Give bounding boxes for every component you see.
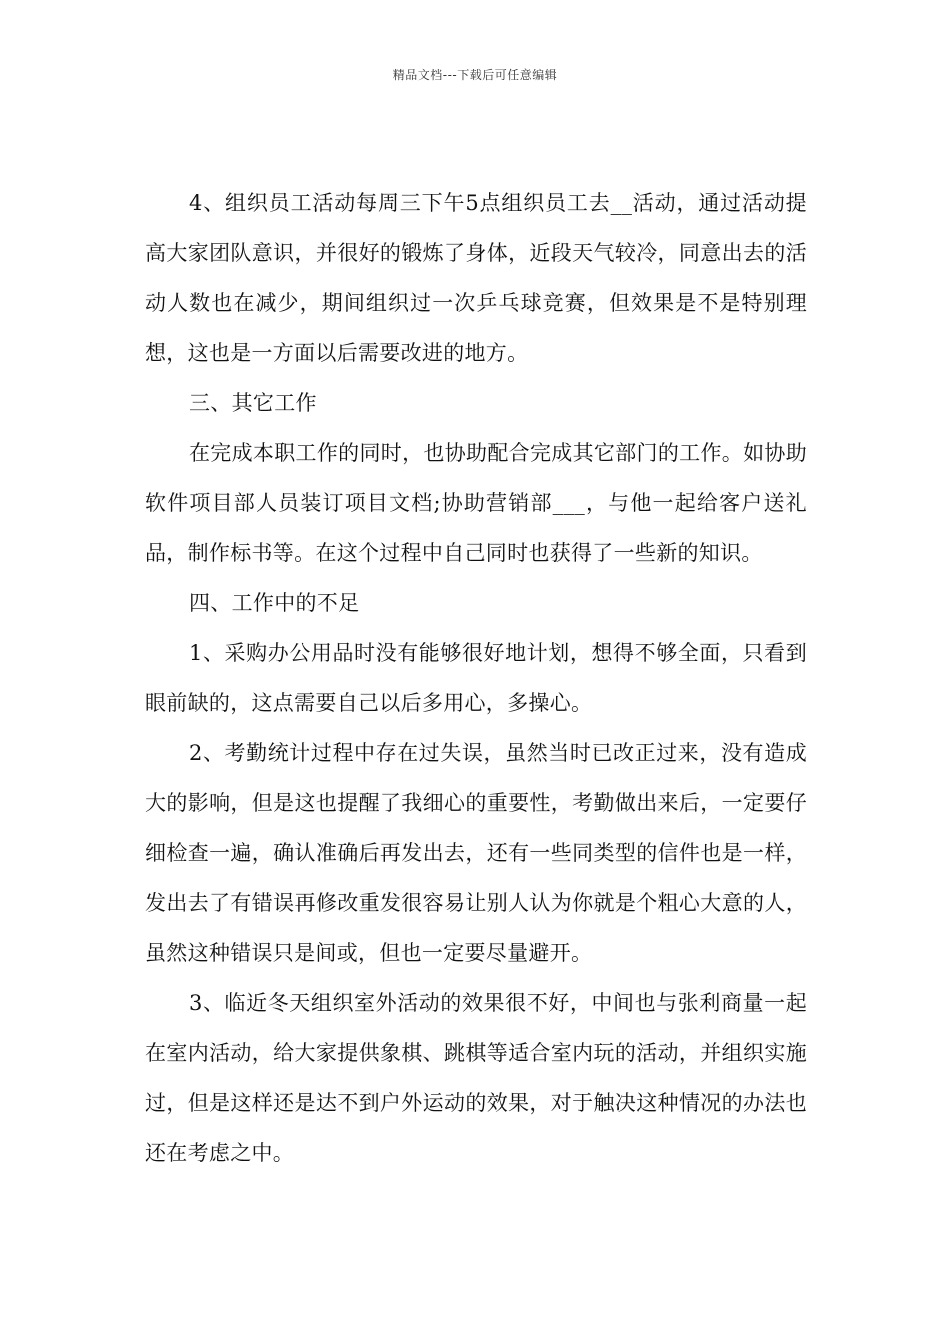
paragraph-shortcoming-3: 3、临近冬天组织室外活动的效果很不好，中间也与张利商量一起在室内活动，给大家提供象棋、跳棋等适合室内玩的活动，并组织实施过，但是这样还是达不到户外运动的效果，对于触决这种情况的办法也还在考虑之中。 [145, 991, 807, 1165]
paragraph-staff-activities: 4、组织员工活动每周三下午5点组织员工去__活动，通过活动提高大家团队意识，并很好的锻炼了身体，近段天气较冷，同意出去的活动人数也在减少，期间组织过一次乒乓球竞赛，但效果是不是特别理想，这也是一方面以后需要改进的地方。 [145, 191, 807, 365]
page-header: 精品文档---下载后可任意编辑 [392, 68, 558, 82]
section-heading-shortcomings: 四、工作中的不足 [189, 591, 360, 615]
section-heading-other-work: 三、其它工作 [189, 391, 317, 415]
paragraph-shortcoming-1: 1、采购办公用品时没有能够很好地计划，想得不够全面，只看到眼前缺的，这点需要自己以后多用心，多操心。 [145, 641, 807, 715]
paragraph-other-work: 在完成本职工作的同时，也协助配合完成其它部门的工作。如协助软件项目部人员装订项目文档;协助营销部___，与他一起给客户送礼品，制作标书等。在这个过程中自己同时也获得了一些新的知识。 [145, 441, 807, 565]
document-body [145, 178, 807, 1178]
paragraph-shortcoming-2: 2、考勤统计过程中存在过失误，虽然当时已改正过来，没有造成大的影响，但是这也提醒了我细心的重要性，考勤做出来后，一定要仔细检查一遍，确认准确后再发出去，还有一些同类型的信件也是一样，发出去了有错误再修改重发很容易让别人认为你就是个粗心大意的人，虽然这种错误只是间或，但也一定要尽量避开。 [145, 741, 807, 965]
